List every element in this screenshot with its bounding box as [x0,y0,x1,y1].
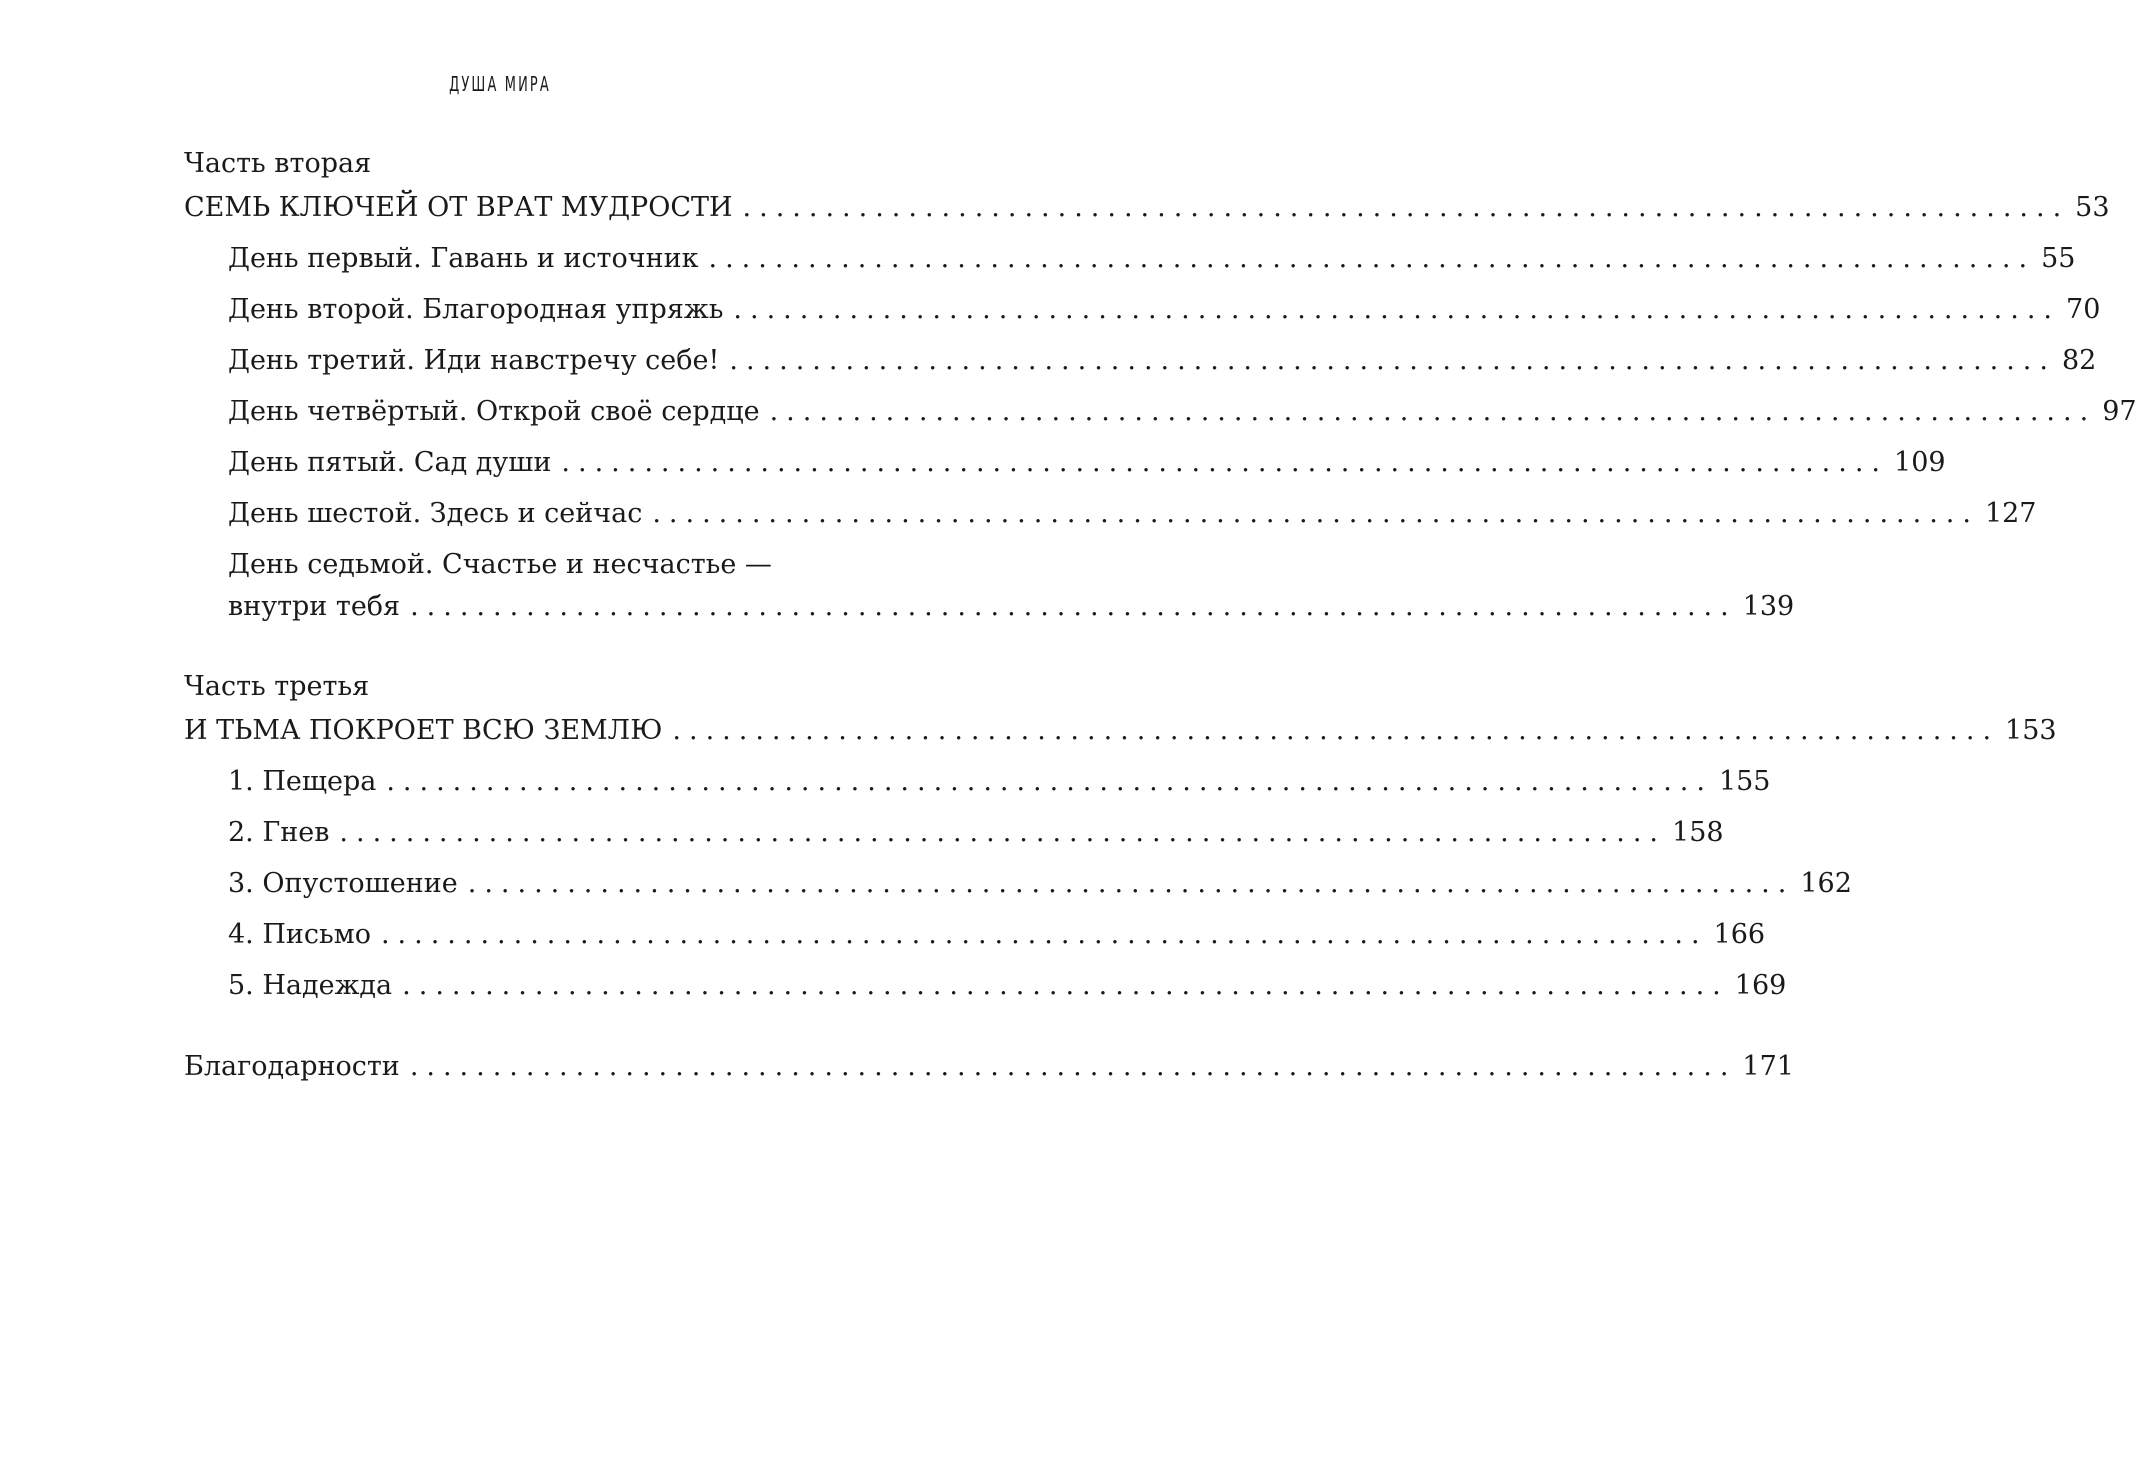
toc-entry[interactable] [184,437,1946,488]
toc-entry[interactable] [184,756,1771,807]
toc-page-number: 158 [1672,817,1724,848]
dot-leader: ................................................................................ [409,1051,1737,1082]
dot-leader: ................................................................................ [339,817,1667,848]
toc-page-number: 53 [2075,192,2110,223]
toc-entry-title: СЕМЬ КЛЮЧЕЙ ОТ ВРАТ МУДРОСТИ [184,192,733,223]
dot-leader: ................................................................................ [386,766,1713,797]
toc-page-number: 109 [1894,447,1946,478]
toc-page-number: 55 [2041,243,2076,274]
dot-leader: ................................................................................ [729,345,2056,376]
part-label: Часть вторая [184,148,372,179]
toc-entry[interactable] [184,488,2037,539]
toc-entry[interactable] [184,960,1787,1011]
toc-entry[interactable] [184,335,2097,386]
dot-leader: ................................................................................ [708,243,2036,274]
toc-entry-title: День шестой. Здесь и сейчас [228,498,643,529]
dot-leader: ................................................................................ [652,498,1979,529]
toc-page-number: 153 [2005,715,2057,746]
toc-entry-title: Благодарности [184,1051,400,1082]
toc-entry-title: День четвёртый. Открой своё сердце [228,396,760,427]
toc-entry[interactable] [184,386,2137,437]
toc-page-number: 162 [1800,868,1852,899]
toc-entry[interactable] [184,807,1724,858]
toc-page-number: 171 [1742,1051,1794,1082]
toc-entry-title: День первый. Гавань и источник [228,243,699,274]
dot-leader: ................................................................................ [769,396,2097,427]
toc-entry-title: День второй. Благородная упряжь [228,294,724,325]
toc-entry-title: И ТЬМА ПОКРОЕТ ВСЮ ЗЕМЛЮ [184,715,663,746]
toc-entry-title: День пятый. Сад души [228,447,552,478]
toc-entry[interactable] [184,858,1852,909]
dot-leader: ................................................................................ [467,868,1795,899]
toc-entry[interactable] [184,284,2101,335]
toc-page-number: 166 [1713,919,1766,950]
dot-leader: ................................................................................ [561,447,1889,478]
toc-entry-title-line1: День седьмой. Счастье и несчастье — [228,549,772,580]
dot-leader: ................................................................................ [672,715,2000,746]
toc-page-number: 139 [1742,591,1795,622]
dot-leader: ................................................................................ [742,192,2070,223]
toc-entry-title: 5. Надежда [228,970,393,1001]
toc-page-number: 82 [2061,345,2097,376]
toc-part-heading[interactable] [184,182,2110,233]
toc-part-heading[interactable] [184,705,2057,756]
toc-entry[interactable] [184,233,2076,284]
dot-leader: ................................................................................ [402,970,1729,1001]
toc-page-number: 127 [1984,498,2037,529]
toc-entry-continuation[interactable] [184,590,1795,632]
toc-entry-acknowledgements[interactable] [184,1041,1794,1092]
toc-page-number: 97 [2102,396,2137,427]
part-label: Часть третья [184,671,370,702]
toc-page-number: 70 [2066,294,2101,325]
dot-leader: ................................................................................ [380,919,1708,950]
toc-page-number: 169 [1734,970,1787,1001]
running-header: ДУША МИРА [449,72,551,96]
toc-entry[interactable] [184,909,1766,960]
dot-leader: ................................................................................ [410,591,1737,622]
toc-entry-title: День третий. Иди навстречу себе! [228,345,720,376]
toc-entry-title-line2: внутри тебя [228,591,401,622]
toc-entry-title: 3. Опустошение [228,868,458,899]
dot-leader: ................................................................................ [733,294,2061,325]
toc-page-number: 155 [1718,766,1771,797]
toc-entry-title: 2. Гнев [228,817,330,848]
toc-entry-title: 4. Письмо [228,919,371,950]
toc-entry-title: 1. Пещера [228,766,377,797]
table-of-contents [184,146,2137,1092]
